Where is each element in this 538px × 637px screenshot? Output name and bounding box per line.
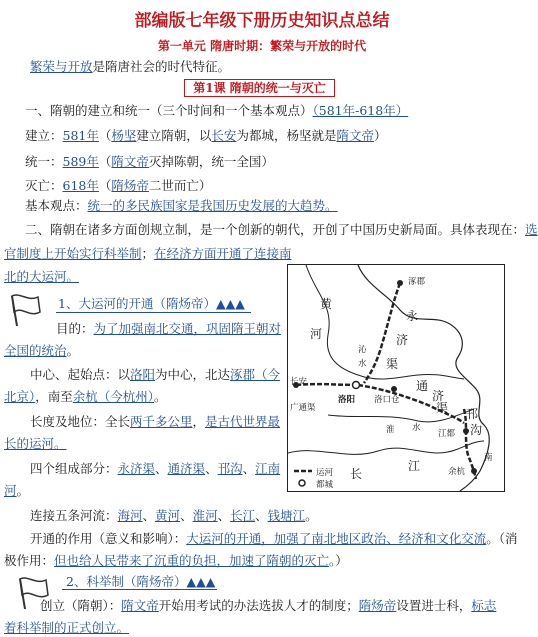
section1-text: 一、隋朝的建立和统一（三个时间和一个基本观点） [25, 103, 313, 118]
south-mid: ，南至 [35, 389, 73, 404]
founding-line [25, 127, 386, 145]
create-text1: 开始用考试的办法选拔人才的制度； [158, 598, 359, 613]
part-item: 江南 [255, 461, 281, 476]
view-label: 基本观点： [25, 198, 88, 213]
river-item: 黄河 [155, 508, 181, 523]
river-item: 钱塘江 [267, 508, 306, 523]
map-label-shui: 水 [358, 359, 367, 369]
fall-label: 灭亡： [25, 178, 63, 193]
fall-line [25, 177, 211, 195]
purpose-line [56, 320, 281, 338]
create-emperor2: 隋炀帝 [358, 598, 397, 613]
create-label: 创立（隋朝）： [40, 598, 122, 613]
center-city: 洛阳 [130, 367, 156, 382]
founding-city: 长安 [211, 128, 237, 143]
north-point: 涿郡（今 [230, 367, 281, 382]
purpose-text-end: 全国的统治 [4, 343, 67, 358]
section2-line2 [4, 245, 292, 263]
map-label-yong: 永 [406, 309, 419, 323]
center-mid: 为中心，北达 [155, 367, 231, 382]
luoyang-marker [353, 382, 360, 389]
effect-negative-label: 极作用： [4, 553, 55, 568]
center-line [30, 366, 280, 384]
grand-canal-map [287, 264, 505, 492]
map-label-changan: 长安 [290, 377, 308, 387]
center-label: 中心、起始点：以 [30, 367, 131, 382]
map-label-he: 河 [310, 327, 323, 341]
map-label-ji2: 济 [432, 389, 445, 403]
canal-stars: ▲▲▲ [215, 296, 245, 311]
north-point-end: 北京） [4, 389, 36, 404]
effect-label: 开通的作用（意义和影响）： [30, 531, 187, 546]
fall-rest: 二世而亡） [148, 178, 212, 193]
map-label-chang: 长 [350, 467, 363, 481]
founding-end: ） [373, 128, 387, 143]
jiangdu-marker [463, 428, 469, 434]
exam-create-line [40, 597, 496, 615]
unify-paren: （ [98, 154, 112, 169]
founding-paren: （ [98, 128, 112, 143]
length-label: 长度及地位：全长 [30, 414, 131, 429]
intro-highlight: 繁荣与开放 [30, 59, 93, 74]
rivers-line: 连接五条河流：海河、黄河、淮河、长江、钱塘江。 [30, 508, 318, 523]
legend-canal-label: 运河 [316, 468, 334, 478]
map-label-huai-shui: 水 [412, 423, 421, 433]
section2-sep: ； [141, 246, 155, 261]
founding-year: 581年 [62, 128, 99, 143]
south-point: 余杭（今杭州） [72, 389, 155, 404]
unify-label: 统一： [25, 154, 63, 169]
view-line [25, 197, 338, 215]
section2-exam: 官制度上开始实行科举制 [4, 246, 142, 261]
legend-capital-swatch [299, 480, 305, 486]
effect-negative: 但也给人民带来了沉重的负担，加速了隋朝的灭亡 [54, 553, 330, 568]
map-label-luoyang: 洛阳 [338, 395, 356, 405]
founding-mid: 建立隋朝，以 [136, 128, 212, 143]
section1-heading [25, 102, 408, 120]
create-text2: 设置进士科， [396, 598, 472, 613]
map-label-zhuojun: 涿郡 [408, 277, 426, 287]
map-label-qu2: 渠 [436, 401, 449, 415]
river-item: 长江 [230, 508, 256, 523]
exam-heading-text: 2、科举制（隋炀帝） [66, 574, 187, 589]
south-period: 。 [154, 389, 167, 404]
length-value: 两千多公里 [130, 414, 193, 429]
effect-line [30, 530, 518, 548]
map-label-luokoucang: 洛口仓 [374, 395, 400, 405]
view-text: 统一的多民族国家是我国历史发展的大趋势。 [87, 198, 338, 213]
legend-capital-label: 都城 [316, 480, 334, 490]
create-mark: 标志 [471, 598, 497, 613]
section2-line1 [25, 221, 538, 239]
parts-line2: 河。 [4, 483, 30, 498]
create-end: 着科举制的正式创立。 [4, 620, 130, 635]
map-label-ji: 济 [396, 333, 409, 347]
effect-end: 。） [329, 553, 348, 568]
yellow-river [306, 265, 464, 379]
unit-heading: 第一单元 隋唐时期：繁荣与开放的时代 [157, 39, 367, 53]
map-label-jiangdu: 江都 [438, 429, 456, 439]
fall-paren: （ [98, 178, 112, 193]
map-label-guangtong: 广通渠 [290, 403, 316, 413]
purpose-line2 [4, 342, 79, 360]
unify-person: 隋文帝 [111, 154, 149, 169]
fall-year: 618年 [62, 178, 99, 193]
intro-line [30, 58, 230, 76]
yuhang-marker [471, 468, 477, 474]
river-item: 海河 [117, 508, 143, 523]
unify-year: 589年 [62, 154, 99, 169]
section2-canal-end: 北的大运河。 [4, 269, 80, 284]
effect-positive: 大运河的开通，加强了南北地区政治、经济和文化交流 [186, 531, 487, 546]
effect-line2 [4, 552, 348, 570]
section2-text: 二、隋朝在诸多方面创规立制，是一个创新的朝代，开创了中国历史新局面。具体表现在： [25, 222, 526, 237]
section1-years: （581年-618年） [312, 103, 409, 118]
exam-heading-rule [62, 589, 217, 590]
length-line2 [4, 435, 67, 453]
part-item-end: 河 [4, 483, 17, 498]
parts-label: 四个组成部分： [30, 461, 118, 476]
zhuojun-marker [397, 280, 403, 286]
founding-label: 建立： [25, 128, 63, 143]
purpose-text: 为了加强南北交通，巩固隋王朝对 [93, 321, 282, 336]
purpose-label: 目的： [56, 321, 94, 336]
status-text-end: 长的运河。 [4, 436, 67, 451]
flag-icon [6, 292, 48, 328]
section2-line3 [4, 268, 79, 286]
length-sep: ， [192, 414, 206, 429]
map-label-gou: 沟 [470, 423, 483, 437]
length-line [30, 413, 280, 431]
unify-rest: 灭掉陈朝，统一全国） [148, 154, 274, 169]
canal-heading-text: 1、大运河的开通（隋炀帝） [58, 296, 216, 311]
map-label-huai: 淮 [386, 425, 395, 435]
founding-emperor: 隋文帝 [336, 128, 374, 143]
create-emperor1: 隋文帝 [121, 598, 159, 613]
canal-heading [58, 295, 245, 313]
center-line2 [4, 388, 167, 406]
canal-heading-rule [56, 312, 251, 313]
rivers-label: 连接五条河流： [30, 508, 118, 523]
map-label-yuhang: 余杭 [448, 467, 466, 477]
purpose-period: 。 [66, 343, 80, 358]
part-item: 邗沟 [217, 461, 243, 476]
section2-canal: 在经济方面开通了连接南 [154, 246, 292, 261]
map-label-qu: 渠 [386, 357, 399, 371]
part-item: 永济渠 [117, 461, 156, 476]
effect-paren: 。（消 [486, 531, 518, 546]
lesson-title-box: 第1课 隋朝的统一与灭亡 [184, 79, 335, 97]
map-label-jiang: 江 [408, 459, 421, 473]
founding-mid2: 为都城，杨坚就是 [236, 128, 337, 143]
map-label-qin: 沁 [358, 345, 367, 355]
part-item: 通济渠 [167, 461, 206, 476]
exam-stars: ▲▲▲ [186, 574, 216, 589]
unify-line [25, 153, 274, 171]
parts-line: 四个组成部分：永济渠、通济渠、邗沟、江南 [30, 461, 281, 476]
section2-exam-start: 选 [525, 222, 538, 237]
map-label-nan: 南 [484, 453, 493, 463]
luokoucang-marker [391, 386, 397, 392]
map-label-han: 邗 [466, 407, 479, 421]
intro-rest: 是隋唐社会的时代特征。 [92, 59, 231, 74]
exam-create-line2 [4, 619, 129, 637]
map-label-huang: 黄 [320, 297, 333, 311]
yangtze-river [288, 441, 484, 454]
river-item: 淮河 [192, 508, 218, 523]
founding-person: 杨坚 [111, 128, 137, 143]
map-label-tong: 通 [416, 379, 429, 393]
status-text: 是古代世界最 [205, 414, 281, 429]
document-title: 部编版七年级下册历史知识点总结 [134, 11, 390, 31]
fall-person: 隋炀帝 [111, 178, 149, 193]
